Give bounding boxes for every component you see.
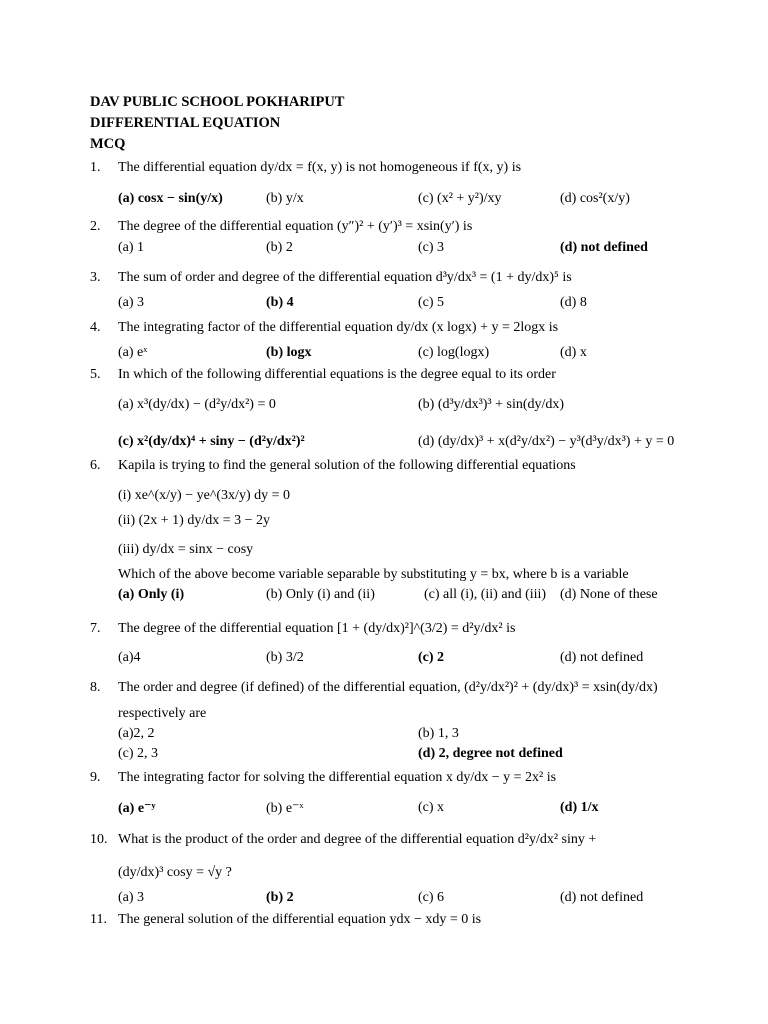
option-c: (c) 2, 3 xyxy=(118,746,159,761)
subject-title: DIFFERENTIAL EQUATION xyxy=(90,115,281,131)
option-b: (b) y/x xyxy=(266,191,304,206)
question-text: The degree of the differential equation (y″)² + (y′)³ = xsin(y′) is xyxy=(118,219,473,234)
question-text: In which of the following differential equations is the degree equal to its order xyxy=(118,367,556,382)
school-name: DAV PUBLIC SCHOOL POKHARIPUT xyxy=(90,94,345,110)
option-b: (b) 3/2 xyxy=(266,650,304,665)
question-text: The sum of order and degree of the differential equation d³y/dx³ = (1 + dy/dx)⁵ is xyxy=(118,270,572,285)
option-a-answer: (a) Only (i) xyxy=(118,587,185,602)
sub-equation-iii: (iii) dy/dx = sinx − cosy xyxy=(118,542,254,557)
option-a: (a) eˣ xyxy=(118,345,148,360)
option-b: (b) Only (i) and (ii) xyxy=(266,587,375,602)
question-text-continued: (dy/dx)³ cosy = √y ? xyxy=(118,865,232,880)
sub-equation-ii: (ii) (2x + 1) dy/dx = 3 − 2y xyxy=(118,513,271,528)
section-title: MCQ xyxy=(90,136,126,152)
option-d: (d) x xyxy=(560,345,587,360)
option-a: (a) 3 xyxy=(118,890,145,905)
option-a: (a)4 xyxy=(118,650,141,665)
option-a: (a)2, 2 xyxy=(118,726,155,741)
question-text: The order and degree (if defined) of the differential equation, (d²y/dx²)² + (dy/dx)³ = xsin(dy/dx) xyxy=(118,680,658,695)
option-a: (a) 3 xyxy=(118,295,145,310)
question-text: The integrating factor of the differential equation dy/dx (x logx) + y = 2logx is xyxy=(118,320,559,335)
option-c-answer: (c) 2 xyxy=(418,650,445,665)
sub-equation-i: (i) xe^(x/y) − ye^(3x/y) dy = 0 xyxy=(118,488,290,503)
option-b: (b) 2 xyxy=(266,240,293,255)
option-b: (b) e⁻ˣ xyxy=(266,801,304,816)
question-number: 5. xyxy=(90,367,101,382)
option-d-answer: (d) not defined xyxy=(560,240,648,255)
option-d: (d) not defined xyxy=(560,890,644,905)
option-d: (d) (dy/dx)³ + x(d²y/dx²) − y³(d³y/dx³) + y = 0 xyxy=(418,434,675,449)
question-number: 11. xyxy=(90,912,107,927)
option-c: (c) 6 xyxy=(418,890,445,905)
option-b-answer: (b) 2 xyxy=(266,890,294,905)
question-number: 1. xyxy=(90,160,101,175)
option-a: (a) e⁻ʸ xyxy=(118,801,156,816)
option-c: (c) 3 xyxy=(418,240,445,255)
question-number: 2. xyxy=(90,219,101,234)
option-c: (c) log(logx) xyxy=(418,345,490,360)
question-text: The integrating factor for solving the differential equation x dy/dx − y = 2x² is xyxy=(118,770,557,785)
question-number: 6. xyxy=(90,458,101,473)
question-text: What is the product of the order and degree of the differential equation d²y/dx² siny + xyxy=(118,832,597,847)
option-a-answer: (a) cosx − sin(y/x) xyxy=(118,191,223,206)
option-a: (a) 1 xyxy=(118,240,145,255)
question-text: The degree of the differential equation [1 + (dy/dx)²]^(3/2) = d²y/dx² is xyxy=(118,621,516,636)
question-number: 10. xyxy=(90,832,108,847)
question-number: 3. xyxy=(90,270,101,285)
option-b: (b) (d³y/dx³)³ + sin(dy/dx) xyxy=(418,397,565,412)
question-text-continued: Which of the above become variable separable by substituting y = bx, where b is a variable xyxy=(118,567,629,582)
question-text-continued: respectively are xyxy=(118,706,207,721)
option-d: (d) not defined xyxy=(560,650,644,665)
option-c: (c) all (i), (ii) and (iii) xyxy=(424,587,547,602)
option-b-answer: (b) logx xyxy=(266,345,312,360)
option-a: (a) x³(dy/dx) − (d²y/dx²) = 0 xyxy=(118,397,276,412)
option-c-answer: (c) x²(dy/dx)⁴ + siny − (d²y/dx²)² xyxy=(118,434,305,449)
option-d: (d) 8 xyxy=(560,295,587,310)
question-text: Kapila is trying to find the general solution of the following differential equations xyxy=(118,458,576,473)
option-b-answer: (b) 4 xyxy=(266,295,294,310)
question-number: 9. xyxy=(90,770,101,785)
option-d-answer: (d) 2, degree not defined xyxy=(418,746,563,761)
option-b: (b) 1, 3 xyxy=(418,726,459,741)
option-c: (c) 5 xyxy=(418,295,445,310)
question-text: The differential equation dy/dx = f(x, y) is not homogeneous if f(x, y) is xyxy=(118,160,522,175)
option-d: (d) cos²(x/y) xyxy=(560,191,630,206)
option-c: (c) (x² + y²)/xy xyxy=(418,191,502,206)
option-c: (c) x xyxy=(418,800,445,815)
option-d: (d) None of these xyxy=(560,587,658,602)
question-number: 7. xyxy=(90,621,101,636)
question-number: 4. xyxy=(90,320,101,335)
question-number: 8. xyxy=(90,680,101,695)
question-text: The general solution of the differential equation ydx − xdy = 0 is xyxy=(118,912,482,927)
option-d-answer: (d) 1/x xyxy=(560,800,599,815)
